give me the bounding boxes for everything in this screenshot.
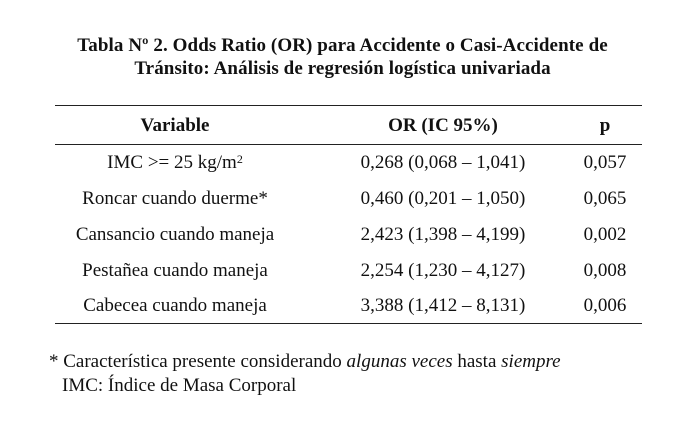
row-or: 3,388 (1,412 – 8,131) xyxy=(360,295,526,316)
table-top-rule xyxy=(55,105,642,106)
row-variable-superscript: 2 xyxy=(236,152,243,166)
header-p: p xyxy=(599,115,611,136)
table-title-line-2: Tránsito: Análisis de regresión logística univariada xyxy=(134,58,551,79)
header-or: OR (IC 95%) xyxy=(388,115,498,136)
row-p: 0,057 xyxy=(583,152,627,173)
row-p: 0,008 xyxy=(583,260,627,281)
footnote-emphasis: siempre xyxy=(501,351,561,372)
row-variable: Roncar cuando duerme* xyxy=(82,188,268,209)
row-p: 0,065 xyxy=(583,188,627,209)
footnote-emphasis: algunas veces xyxy=(346,351,453,372)
row-variable: Cabecea cuando maneja xyxy=(83,295,267,316)
row-p: 0,002 xyxy=(583,224,627,245)
footnote-abbreviation: IMC: Índice de Masa Corporal xyxy=(62,375,297,396)
row-variable-text: IMC >= 25 kg/m xyxy=(107,152,237,173)
footnote-text: hasta xyxy=(452,351,502,372)
row-or: 2,423 (1,398 – 4,199) xyxy=(360,224,526,245)
row-variable: Pestañea cuando maneja xyxy=(82,260,268,281)
row-p: 0,006 xyxy=(583,295,627,316)
row-or: 0,460 (0,201 – 1,050) xyxy=(360,188,526,209)
row-variable: Cansancio cuando maneja xyxy=(75,224,275,245)
table-bottom-rule xyxy=(55,323,642,324)
row-or: 2,254 (1,230 – 4,127) xyxy=(360,260,526,281)
header-variable: Variable xyxy=(140,115,210,136)
footnote-text: * Característica presente considerando xyxy=(49,351,347,372)
footnote-characteristic xyxy=(49,351,561,373)
row-or: 0,268 (0,068 – 1,041) xyxy=(360,152,526,173)
row-variable xyxy=(55,152,295,174)
table-header-rule xyxy=(55,144,642,145)
table-title-line-1: Tabla Nº 2. Odds Ratio (OR) para Accidente o Casi-Accidente de xyxy=(77,35,608,56)
